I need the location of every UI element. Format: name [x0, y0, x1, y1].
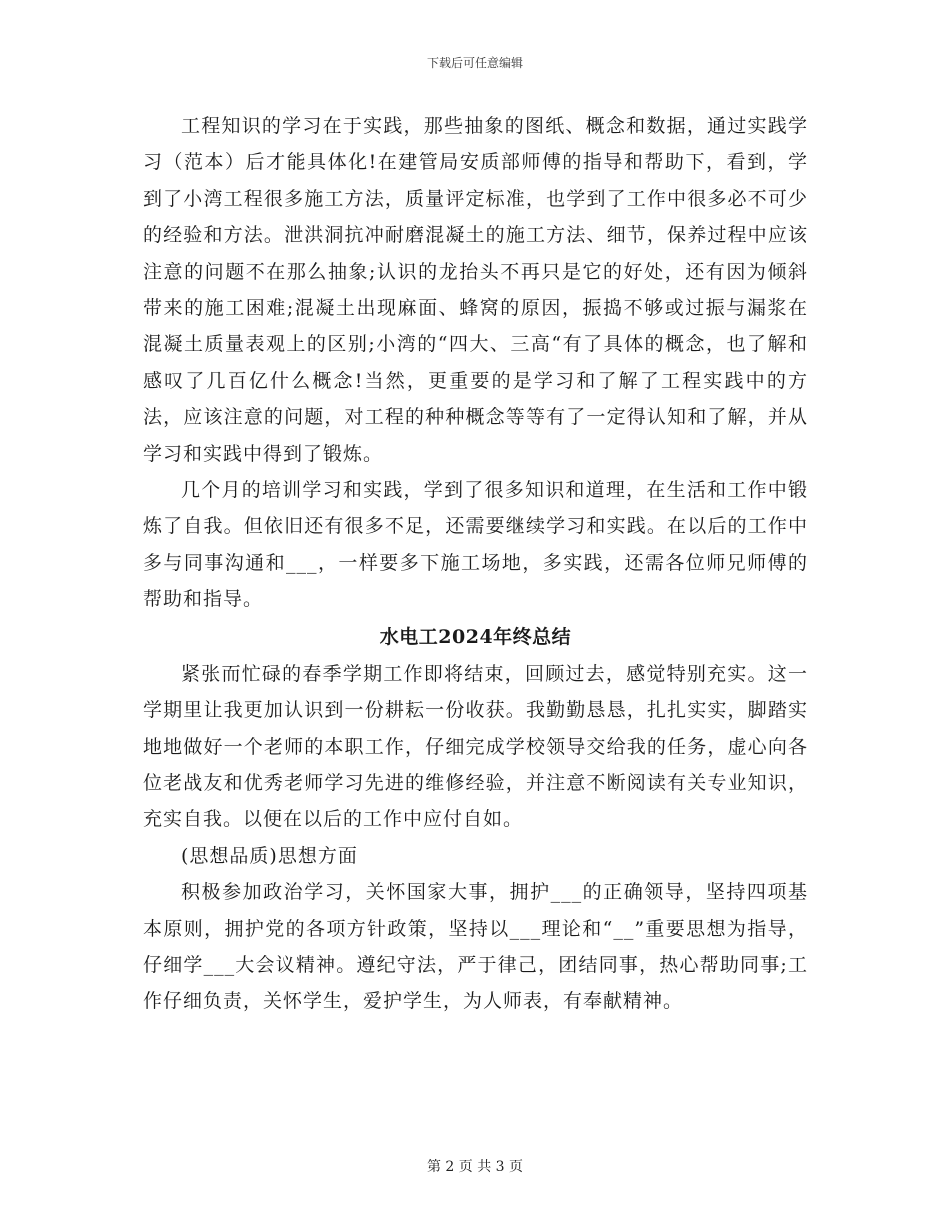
header-note: 下载后可任意编辑	[426, 56, 523, 70]
subheading-ideology: (思想品质)思想方面	[181, 844, 358, 867]
page-number: 第 2 页 共 3 页	[426, 1159, 524, 1175]
paragraph-training-summary: 几个月的培训学习和实践，学到了很多知识和道理，在生活和工作中锻炼了自我。但依旧还有很多不足，还需要继续学习和实践。在以后的工作中多与同事沟通和___，一样要多下施工场地，多实践，还需各位师兄师傅的帮助和指导。	[143, 479, 808, 611]
document-body	[143, 108, 808, 1020]
section-title: 水电工2024年终总结	[379, 625, 572, 648]
paragraph-political-study: 积极参加政治学习，关怀国家大事，拥护___的正确领导，坚持四项基本原则，拥护党的各项方针政策，坚持以___理论和“__”重要思想为指导，仔细学___大会议精神。遵纪守法，严于律己，团结同事，热心帮助同事;工作仔细负责，关怀学生，爱护学生，为人师表，有奉献精神。	[143, 881, 808, 1013]
paragraph-engineering-practice: 工程知识的学习在于实践，那些抽象的图纸、概念和数据，通过实践学习（范本）后才能具体化!在建管局安质部师傅的指导和帮助下，看到，学到了小湾工程很多施工方法，质量评定标准，也学到了工作中很多必不可少的经验和方法。泄洪洞抗冲耐磨混凝土的施工方法、细节，保养过程中应该注意的问题不在那么抽象;认识的龙抬头不再只是它的好处，还有因为倾斜带来的施工困难;混凝土出现麻面、蜂窝的原因，振捣不够或过振与漏浆在混凝土质量表观上的区别;小湾的“四大、三高“有了具体的概念，也了解和感叹了几百亿什么概念!当然，更重要的是学习和了解了工程实践中的方法，应该注意的问题，对工程的种种概念等等有了一定得认知和了解，并从学习和实践中得到了锻炼。	[143, 115, 808, 465]
paragraph-semester-review: 紧张而忙碌的春季学期工作即将结束，回顾过去，感觉特别充实。这一学期里让我更加认识到一份耕耘一份收获。我勤勤恳恳，扎扎实实，脚踏实地地做好一个老师的本职工作，仔细完成学校领导交给我的任务，虚心向各位老战友和优秀老师学习先进的维修经验，并注意不断阅读有关专业知识，充实自我。以便在以后的工作中应付自如。	[143, 662, 808, 831]
